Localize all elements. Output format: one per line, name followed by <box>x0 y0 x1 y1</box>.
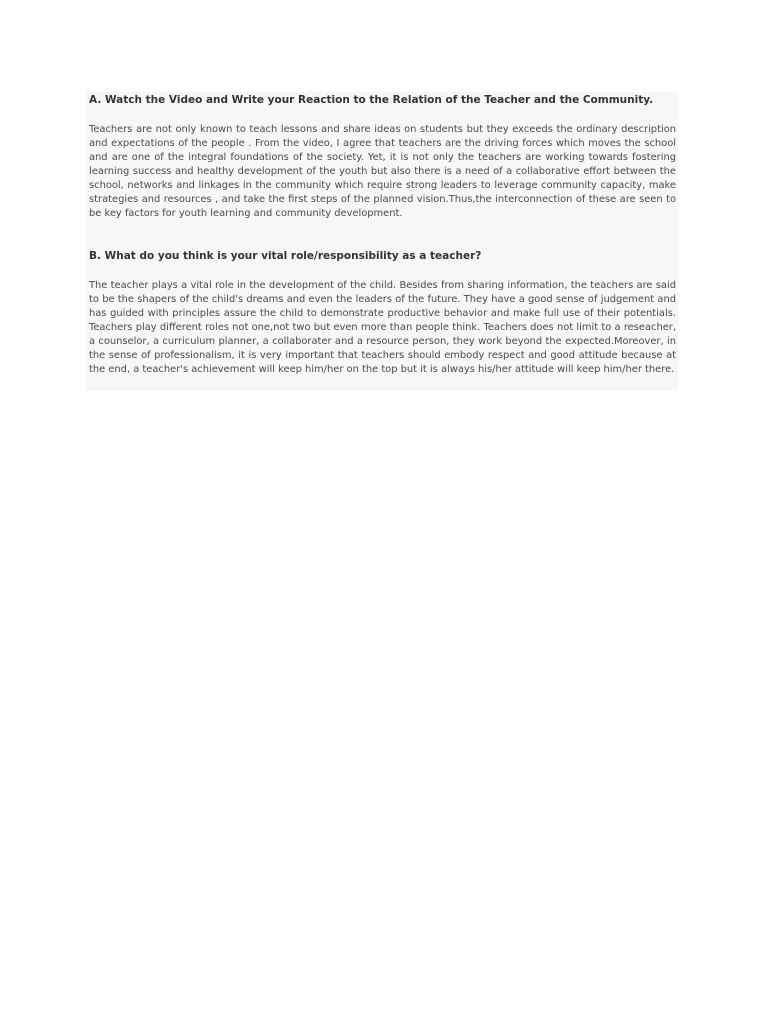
section-a-body: Teachers are not only known to teach lessons and share ideas on students but they exceeds the ordinary description and expectations of the people . From the video, I agree that teachers are the driving forces which moves the school and are one of the integral foundations of the society. Yet, it is not only the teachers are working towards fostering learning success and healthy development of the youth but also there is a need of a collaborative effort between the school, networks and linkages in the community which require strong leaders to leverage community capacity, make strategies and resources , and take the first steps of the planned vision.Thus,the interconnection of these are seen to be key factors for youth learning and community development. <box>89 124 676 219</box>
section-b-heading: B. What do you think is your vital role/responsibility as a teacher? <box>89 250 482 262</box>
section-a-heading: A. Watch the Video and Write your Reaction to the Relation of the Teacher and the Community. <box>89 94 654 106</box>
section-b-body: The teacher plays a vital role in the development of the child. Besides from sharing information, the teachers are said to be the shapers of the child's dreams and even the leaders of the future. They have a good sense of judgement and has guided with principles assure the child to demonstrate productive behavior and make full use of their potentials. Teachers play different roles not one,not two but even more than people think. Teachers does not limit to a reseacher, a counselor, a curriculum planner, a collaborater and a resource person, they work beyond the expected.Moreover, in the sense of professionalism, it is very important that teachers should embody respect and good attitude because at the end, a teacher's achievement will keep him/her on the top but it is always his/her attitude will keep him/her there. <box>89 280 676 375</box>
content-block <box>86 92 678 391</box>
